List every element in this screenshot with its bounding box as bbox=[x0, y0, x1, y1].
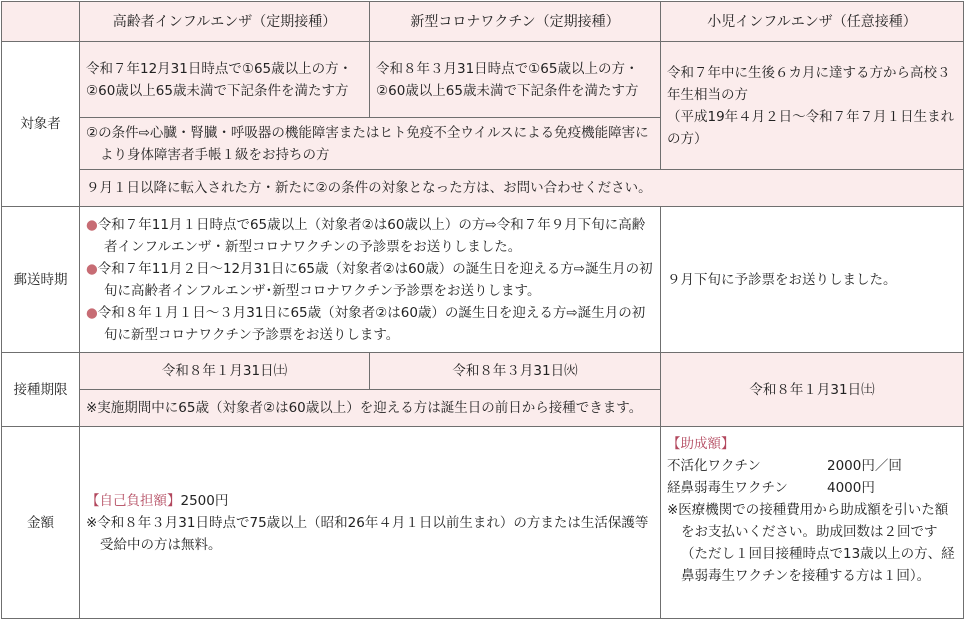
bullet-icon: ● bbox=[86, 304, 98, 321]
header-elderly-flu: 高齢者インフルエンザ（定期接種） bbox=[80, 2, 370, 42]
self-pay-label: 【自己負担額】 bbox=[86, 492, 181, 509]
self-pay-amount: 2500円 bbox=[180, 492, 229, 509]
header-covid: 新型コロナワクチン（定期接種） bbox=[370, 2, 661, 42]
cost-subsidy bbox=[661, 427, 964, 619]
eligibility-child-flu-line1: 令和７年中に生後６カ月に達する方から高校３年生相当の方 bbox=[667, 64, 951, 103]
header-row bbox=[2, 2, 964, 42]
mailing-item: ●令和８年１月１日～３月31日に65歳（対象者②は60歳）の誕生日を迎える方⇨誕生月の初旬に新型コロナワクチン予診票をお送りします。 bbox=[86, 304, 646, 343]
header-corner bbox=[2, 2, 80, 42]
subsidy-label: 【助成額】 bbox=[667, 436, 735, 452]
bullet-icon: ● bbox=[86, 260, 98, 277]
self-pay-note: ※令和８年３月31日時点で75歳以上（昭和26年４月１日以前生まれ）の方または生活保護等受給中の方は無料。 bbox=[86, 514, 649, 553]
cost-row bbox=[2, 427, 964, 619]
eligibility-condition2: ②の条件⇨心臓・腎臓・呼吸器の機能障害またはヒト免疫不全ウイルスによる免疫機能障害により身体障害者手帳１級をお持ちの方 bbox=[80, 118, 661, 170]
row-label-cost: 金額 bbox=[2, 427, 80, 619]
mailing-item: ●令和７年11月１日時点で65歳以上（対象者②は60歳以上）の方⇨令和７年９月下旬に高齢者インフルエンザ・新型コロナワクチンの予診票をお送りしました。 bbox=[86, 216, 646, 255]
subsidy-name: 不活化ワクチン bbox=[667, 458, 761, 474]
subsidy-amount: 2000円／回 bbox=[827, 458, 902, 474]
mailing-row bbox=[2, 207, 964, 353]
eligibility-transfer-note: ９月１日以降に転入された方・新たに②の条件の対象となった方は、お問い合わせください。 bbox=[80, 170, 964, 207]
mailing-list bbox=[80, 207, 661, 353]
mailing-item: ●令和７年11月２日～12月31日に65歳（対象者②は60歳）の誕生日を迎える方⇨誕生月の初旬に高齢者インフルエンザ･新型コロナワクチン予診票をお送りします。 bbox=[86, 260, 653, 299]
vaccination-info-table bbox=[1, 1, 964, 619]
header-child-flu: 小児インフルエンザ（任意接種） bbox=[661, 2, 964, 42]
deadline-row-1 bbox=[2, 353, 964, 390]
deadline-covid: 令和８年３月31日㈫ bbox=[370, 353, 661, 390]
subsidy-name: 経鼻弱毒生ワクチン bbox=[667, 480, 788, 496]
deadline-note: ※実施期間中に65歳（対象者②は60歳以上）を迎える方は誕生日の前日から接種できます。 bbox=[80, 390, 661, 427]
bullet-icon: ● bbox=[86, 216, 98, 233]
cost-self-pay bbox=[80, 427, 661, 619]
eligibility-row-1 bbox=[2, 42, 964, 118]
deadline-child-flu: 令和８年１月31日㈯ bbox=[661, 353, 964, 427]
eligibility-elderly-flu: 令和７年12月31日時点で①65歳以上の方・②60歳以上65歳未満で下記条件を満たす方 bbox=[80, 42, 370, 118]
row-label-mailing: 郵送時期 bbox=[2, 207, 80, 353]
subsidy-note: ※医療機関での接種費用から助成額を引いた額をお支払いください。助成回数は２回です（ただし１回目接種時点で13歳以上の方、経鼻弱毒生ワクチンを接種する方は１回）。 bbox=[667, 502, 955, 584]
eligibility-row-3 bbox=[2, 170, 964, 207]
row-label-eligibility: 対象者 bbox=[2, 42, 80, 207]
eligibility-child-flu-line2: （平成19年４月２日～令和７年７月１日生まれの方） bbox=[667, 108, 955, 147]
eligibility-child-flu bbox=[661, 42, 964, 170]
row-label-deadline: 接種期限 bbox=[2, 353, 80, 427]
mailing-child-flu: ９月下旬に予診票をお送りしました。 bbox=[661, 207, 964, 353]
eligibility-covid: 令和８年３月31日時点で①65歳以上の方・②60歳以上65歳未満で下記条件を満たす方 bbox=[370, 42, 661, 118]
deadline-elderly-flu: 令和８年１月31日㈯ bbox=[80, 353, 370, 390]
subsidy-amount: 4000円 bbox=[827, 480, 875, 496]
